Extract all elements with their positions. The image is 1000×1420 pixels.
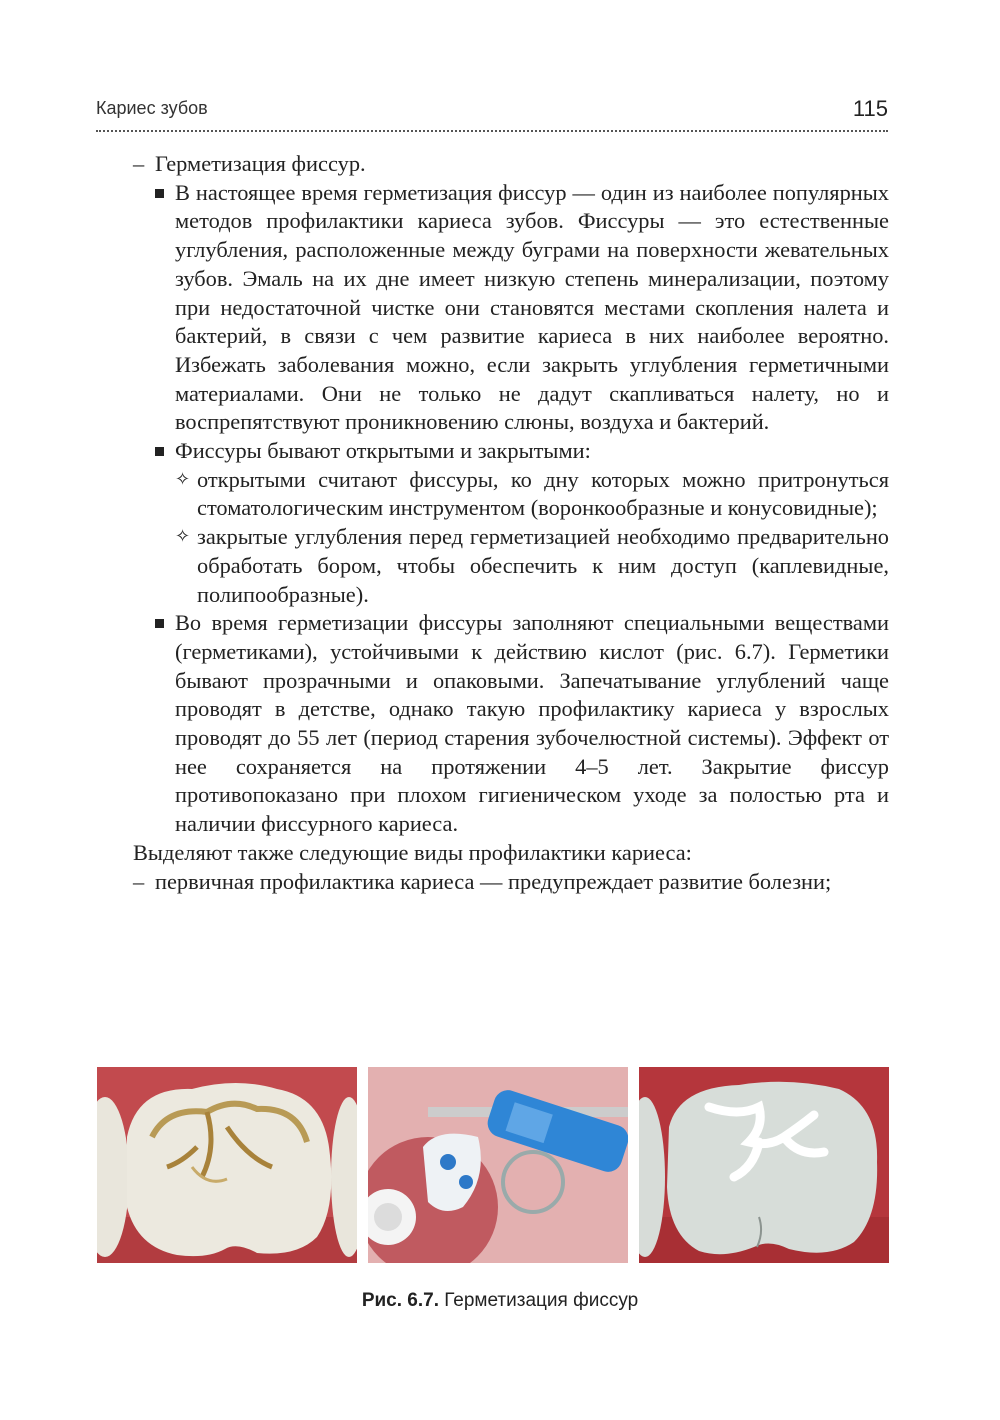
heading-text: Герметизация фиссур. [155,151,366,176]
sub-item-2 [133,523,889,609]
photo-sealant-application [368,1067,628,1263]
bullet-text-3: Во время герметизации фиссуры заполняют специальными веществами (герметиками), устойчивыми к действию кислот (рис. 6.7). Герметики бывают прозрачными и опаковыми. Запечатывание углублений чаще проводят в детстве, однако такую профилактику кариеса у взрослых проводят до 55 лет (период старения зубочелюстной системы). Эффект от нее сохраняется на протяжении 4–5 лет. Закрытие фиссур противопоказано при плохом гигиеническом уходе за полостью рта и наличии фиссурного кариеса. [175,610,889,837]
sub-text-2: закрытые углубления перед герметизацией необходимо предварительно обработать бором, чтобы обеспечить к ним доступ (каплевидные, полипообразные). [197,524,889,607]
body-text [133,150,889,896]
page-number: 115 [852,96,888,121]
dash-marker: – [133,151,145,176]
dash-marker: – [133,868,145,894]
running-header [96,96,888,132]
photo-sealed-tooth [639,1067,889,1263]
square-bullet-icon [155,447,164,456]
figure-6-7 [97,1067,889,1263]
figure-caption [0,1290,1000,1312]
bullet-text-2: Фиссуры бывают открытыми и закрытыми: [175,438,591,464]
bullet-item-1 [133,179,889,437]
bullet-text-1: В настоящее время герметизация фиссур — один из наиболее популярных методов профилактики кариеса зубов. Фиссуры — это естественные углубления, расположенные между буграми на поверхности жевательных зубов. Эмаль на их дне имеет низкую степень минерализации, поэтому при недостаточной чистке они становятся местами скопления налета и бактерий, в связи с чем развитие кариеса в них наиболее вероятно. Избежать заболевания можно, если закрыть углубления герметичными материалами. Они не только не дадут скапливаться налету, но и воспрепятствуют проникновению слюны, воздуха и бактерий. [175,179,889,435]
square-bullet-icon [155,619,164,628]
lead-paragraph: Выделяют также следующие виды профилактики кариеса: [133,839,692,865]
bullet-item-2 [133,437,889,466]
dash-text-last: первичная профилактика кариеса — предупреждает развитие болезни; [155,868,832,894]
sub-item-1 [133,466,889,523]
caption-text: Герметизация фиссур [438,1290,639,1311]
section-title: Кариес зубов [96,98,208,118]
square-bullet-icon [155,189,164,198]
photo-carious-tooth [97,1067,357,1263]
bullet-item-3 [133,609,889,839]
sub-text-1: открытыми считают фиссуры, ко дну которых можно притронуться стоматологическим инструментом (воронкообразные и конусовидные); [197,466,889,521]
dash-item-last [133,868,889,897]
caption-number: Рис. 6.7. [361,1290,439,1311]
diamond-bullet-icon: ✧ [175,526,191,548]
heading-item [133,150,889,179]
diamond-bullet-icon: ✧ [175,468,191,490]
